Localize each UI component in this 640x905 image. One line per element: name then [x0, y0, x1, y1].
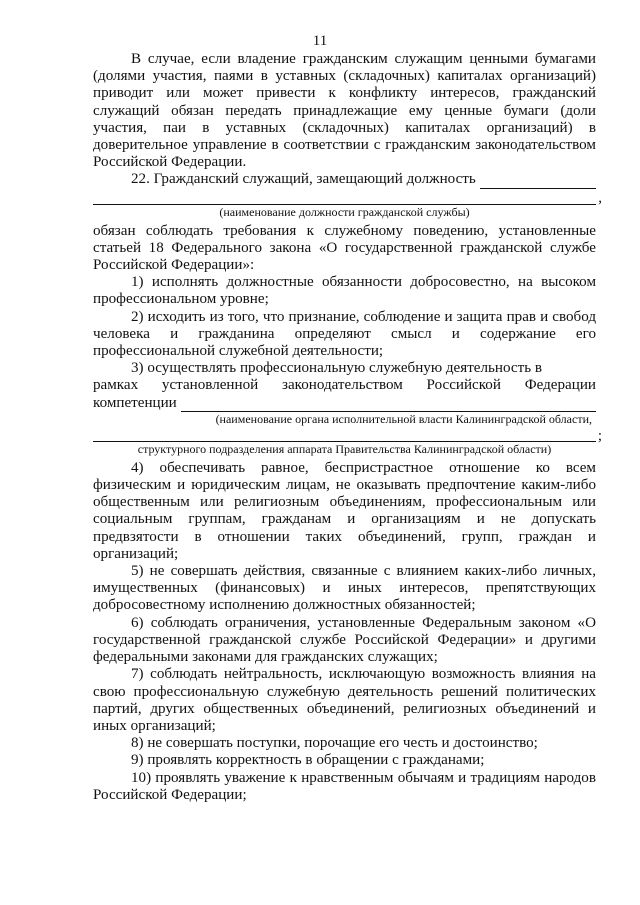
duty-3-word: рамках [93, 377, 139, 394]
duty-3-line-2 [93, 377, 596, 394]
page-number: 11 [312, 33, 328, 49]
authority-blank-2 [93, 426, 602, 444]
caption-authority: (наименование органа исполнительной власти Калининградской области, [215, 411, 592, 426]
duty-7: 7) соблюдать нейтральность, исключающую возможность влияния на свою профессиональную служебную деятельность решений политических партий, других общественных объединений, религиозных объединений и иных организаций; [93, 666, 596, 734]
duty-9: 9) проявлять корректность в обращении с гражданами; [131, 752, 485, 769]
duty-2: 2) исходить из того, что признание, соблюдение и защита прав и свобод человека и гражданина определяют смысл и содержание его профессиональной служебной деятельности; [93, 308, 596, 360]
duty-10: 10) проявлять уважение к нравственным обычаям и традициям народов Российской Федерации; [93, 769, 596, 803]
item22-continuation: обязан соблюдать требования к служебному поведению, установленные статьей 18 Федерального закона «О государственной гражданской службе Российской Федерации»: [93, 222, 596, 274]
duty-3-word: установленной [161, 377, 259, 394]
caption-subdivision: структурного подразделения аппарата Правительства Калининградской области) [137, 441, 552, 456]
duty-3-word: законодательством [281, 377, 403, 394]
caption-position: (наименование должности гражданской службы) [219, 204, 470, 219]
paragraph-securities: В случае, если владение гражданским служащим ценными бумагами (долями участия, паями в уставных (складочных) капиталах организаций) приводит или может привести к конфликту интересов, гражданский служащий обязан передать принадлежащие ему ценные бумаги (доли участия, паи в уставных (складочных) капиталах организаций) в доверительное управление в соответствии с гражданским законодательством Российской Федерации. [93, 51, 596, 171]
duty-5: 5) не совершать действия, связанные с влиянием каких-либо личных, имущественных (финансовых) и иных интересов, препятствующих добросовестному исполнению должностных обязанностей; [93, 563, 596, 614]
duty-3-word: Федерации [524, 377, 596, 394]
duty-4: 4) обеспечивать равное, беспристрастное отношение ко всем физическим и юридическим лицам, не оказывать предпочтение каким-либо общественным или религиозным объединениям, профессиональным или социальным группам, гражданам и организациям и не допускать предвзятости в отношении таких объединений, групп, граждан и организаций; [93, 459, 596, 562]
duty-8: 8) не совершать поступки, порочащие его честь и достоинство; [131, 735, 538, 752]
authority-blank-1 [181, 398, 596, 412]
duty-1: 1) исполнять должностные обязанности добросовестно, на высоком профессиональном уровне; [93, 274, 596, 308]
duty-3-line-1: 3) осуществлять профессиональную служебную деятельность в [131, 360, 542, 377]
position-blank-1 [480, 175, 596, 189]
trailing-comma: , [598, 190, 602, 207]
trailing-semicolon: ; [597, 427, 602, 444]
duty-6: 6) соблюдать ограничения, установленные Федеральным законом «О государственной гражданской службе Российской Федерации» и другими федеральными законами для гражданских служащих; [93, 614, 596, 666]
document-body [93, 51, 602, 804]
position-blank-2 [93, 189, 602, 207]
duty-3-word: Российской [426, 377, 501, 394]
duty-3-competence: компетенции [93, 394, 177, 411]
item22-lead: 22. Гражданский служащий, замещающий должность [131, 171, 476, 188]
duty-3-line-3 [93, 395, 596, 412]
item22-lead-line [93, 171, 596, 188]
